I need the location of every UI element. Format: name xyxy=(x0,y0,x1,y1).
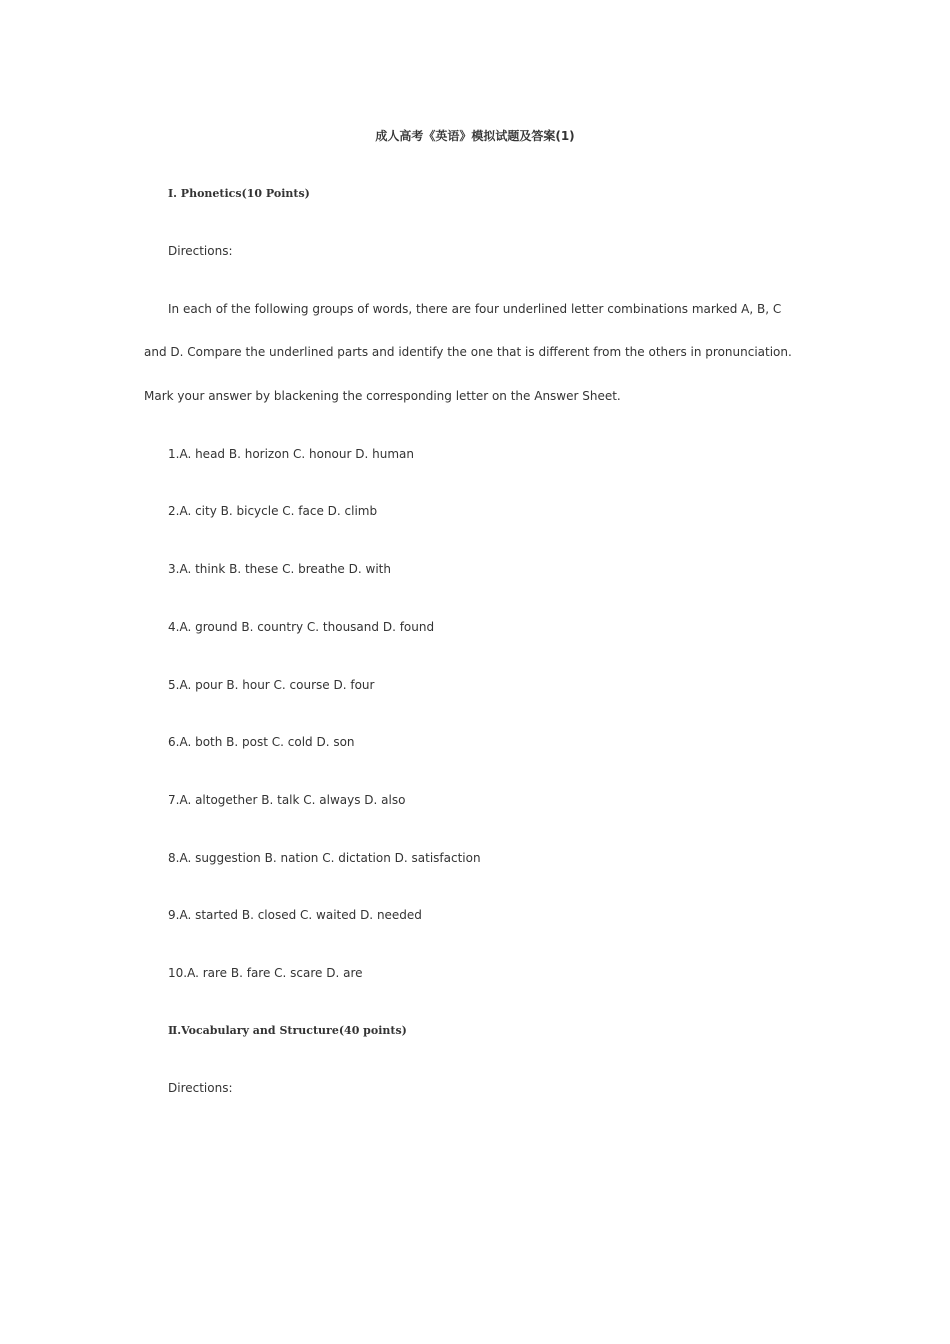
instruction-line-3: Mark your answer by blackening the corresponding letter on the Answer Sheet. xyxy=(144,389,621,403)
document-title: 成人高考《英语》模拟试题及答案(1) xyxy=(375,129,575,143)
section-1-heading: Ⅰ. Phonetics(10 Points) xyxy=(168,187,310,200)
section-2-directions-label: Directions: xyxy=(168,1081,233,1095)
section-2-heading: Ⅱ.Vocabulary and Structure(40 points) xyxy=(168,1024,407,1037)
question-item: 9.A. started B. closed C. waited D. needed xyxy=(168,908,422,922)
instruction-line-2: and D. Compare the underlined parts and identify the one that is different from the others in pronunciation. xyxy=(144,345,792,359)
question-item: 4.A. ground B. country C. thousand D. found xyxy=(168,620,435,634)
question-item: 3.A. think B. these C. breathe D. with xyxy=(168,562,391,576)
question-item: 5.A. pour B. hour C. course D. four xyxy=(168,678,375,692)
question-item: 1.A. head B. horizon C. honour D. human xyxy=(168,447,414,461)
question-item: 6.A. both B. post C. cold D. son xyxy=(168,735,355,749)
question-item: 10.A. rare B. fare C. scare D. are xyxy=(168,966,363,980)
instruction-line-1: In each of the following groups of words, there are four underlined letter combinations marked A, B, C xyxy=(168,302,782,316)
section-1-directions-label: Directions: xyxy=(168,244,233,258)
question-item: 2.A. city B. bicycle C. face D. climb xyxy=(168,504,378,518)
question-item: 8.A. suggestion B. nation C. dictation D. satisfaction xyxy=(168,851,481,865)
question-item: 7.A. altogether B. talk C. always D. also xyxy=(168,793,406,807)
